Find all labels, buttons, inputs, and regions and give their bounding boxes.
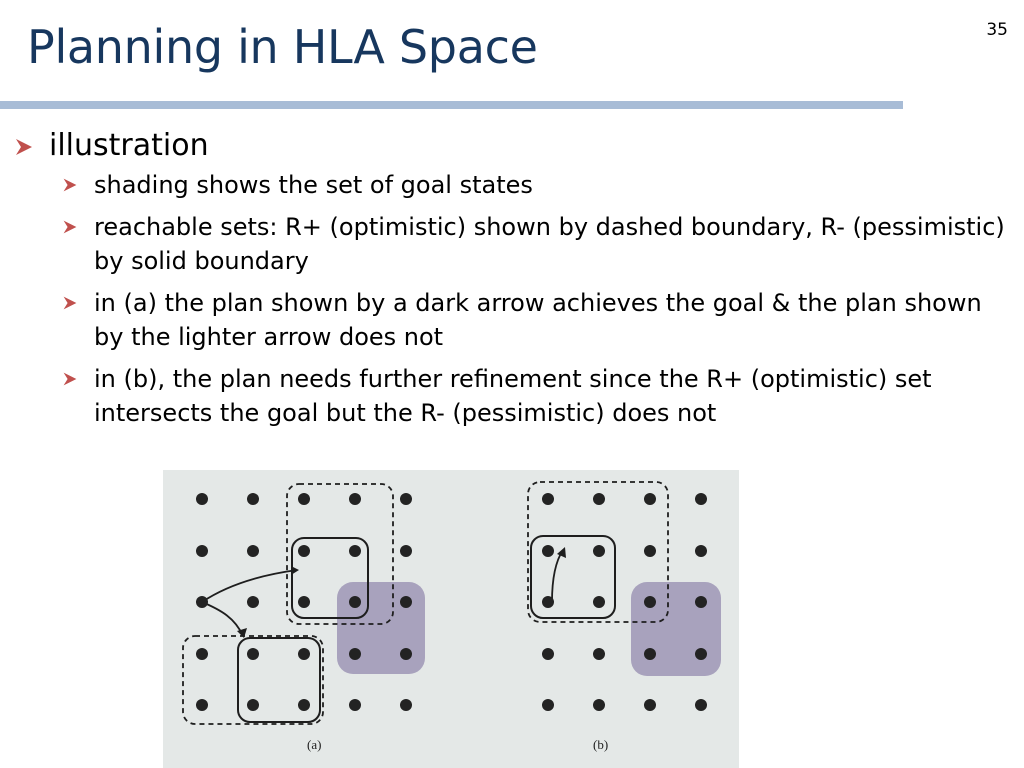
state-dot [644, 699, 656, 711]
state-dot [542, 699, 554, 711]
sub-bullet-text: reachable sets: R+ (optimistic) shown by dashed boundary, R- (pessimistic) by solid boundary [94, 213, 1005, 275]
arrow-bullet-icon [62, 210, 94, 235]
plan-arrow-b [552, 550, 563, 602]
state-dot [298, 545, 310, 557]
sub-bullet-item [62, 286, 1014, 354]
state-dot [349, 648, 361, 660]
state-dot [196, 596, 208, 608]
slide-number: 35 [986, 20, 1008, 40]
arrow-bullet-icon [62, 286, 94, 311]
state-dot [196, 699, 208, 711]
state-dot [644, 596, 656, 608]
sub-bullet-item [62, 210, 1014, 278]
state-dot [298, 493, 310, 505]
arrowhead-icon [557, 547, 566, 558]
hla-reachable-sets-figure [163, 470, 739, 768]
state-dot [593, 648, 605, 660]
state-dot [349, 596, 361, 608]
sub-bullet-item [62, 362, 1014, 430]
state-dot [349, 545, 361, 557]
state-dot [349, 493, 361, 505]
state-dot [593, 493, 605, 505]
state-dot [196, 648, 208, 660]
sub-bullet-item [62, 168, 1014, 202]
state-dot [298, 699, 310, 711]
state-dot [247, 699, 259, 711]
state-dot [400, 493, 412, 505]
arrow-bullet-icon [14, 126, 49, 157]
state-dot [247, 648, 259, 660]
state-dot [196, 545, 208, 557]
state-dot [542, 545, 554, 557]
sub-bullet-text: in (b), the plan needs further refinement since the R+ (optimistic) set intersects the goal but the R- (pessimistic) does not [94, 365, 932, 427]
goal-region-a [337, 582, 425, 674]
slide-title: Planning in HLA Space [27, 20, 538, 74]
sub-bullet-text: in (a) the plan shown by a dark arrow achieves the goal & the plan shown by the lighter arrow does not [94, 289, 982, 351]
state-dot [247, 493, 259, 505]
dark-plan-arrow-a [202, 602, 243, 636]
title-divider [0, 101, 903, 109]
state-dot [542, 493, 554, 505]
state-dot [542, 596, 554, 608]
state-dot [298, 596, 310, 608]
state-dot [400, 699, 412, 711]
bullet-list [14, 126, 1014, 430]
state-dot [196, 493, 208, 505]
state-dot [695, 596, 707, 608]
state-dot [247, 545, 259, 557]
bullet-item [14, 126, 1014, 166]
figure-canvas [163, 470, 739, 768]
state-dot [400, 545, 412, 557]
state-dot [644, 545, 656, 557]
panel-label-b: (b) [593, 737, 609, 752]
state-dot [247, 596, 259, 608]
state-dot [644, 493, 656, 505]
arrow-bullet-icon [62, 362, 94, 387]
state-dot [695, 699, 707, 711]
panel-label-a: (a) [307, 737, 322, 752]
state-dot [695, 545, 707, 557]
state-dot [695, 493, 707, 505]
goal-region-b [631, 582, 721, 676]
state-dot [593, 596, 605, 608]
state-dot [593, 699, 605, 711]
state-dot [695, 648, 707, 660]
state-dot [298, 648, 310, 660]
arrowhead-icon [291, 566, 299, 575]
state-dot [644, 648, 656, 660]
bullet-text: illustration [49, 128, 209, 163]
sub-bullet-text: shading shows the set of goal states [94, 171, 533, 199]
state-dot [349, 699, 361, 711]
state-dot [593, 545, 605, 557]
arrow-bullet-icon [62, 168, 94, 193]
state-dot [542, 648, 554, 660]
state-dot [400, 648, 412, 660]
state-dot [400, 596, 412, 608]
